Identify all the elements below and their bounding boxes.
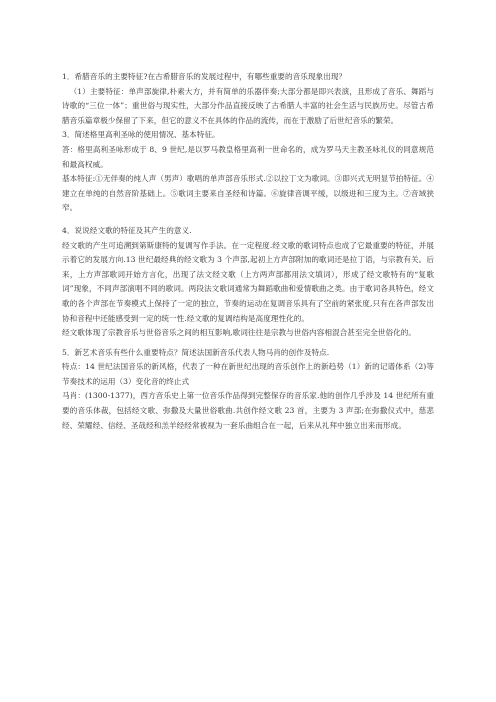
document-page [62,70,434,433]
question-1-answer: （1）主要特征：单声部旋律,朴素大方，并有简单的乐器伴奏;大部分都是即兴表演，且形成了音乐、舞蹈与诗歌的“三位一体”；重世俗与现实性，大部分作品直接反映了古希腊人丰富的社会生活与民族历史。尽管古希腊音乐篇章极少保留了下来，但它的意义不在具体的作品的流传，而在于激励了后世纪音乐的繁荣。 [62,86,434,125]
question-1-heading: 1．希腊音乐的主要特征?在古希腊音乐的发展过程中，有哪些重要的音乐现象出现？ [62,72,347,81]
question-3-features: 基本特征:①无伴奏的纯人声（男声）歌唱的单声部音乐形式.②以拉丁文为歌词。③即兴式无明显节拍特征。④建立在单纯的自然音阶基础上。⑤歌词主要来自圣经和诗篇。⑥旋律音调平缓，以级进和三度为主。⑦音域狭窄。 [62,174,434,213]
question-4-answer: 经文歌的产生可追溯到第斯康特的复调写作手法。在一定程度.经文歌的歌词特点也成了它最重要的特征，并展示着它的发展方向.13 世纪最经典的经文歌为 3 个声部,起初上方声部附加的歌词还是拉丁语，与宗教有关。后来，上方声部歌词开始方言化，出现了法文经文歌（上方两声部都用法文填词），形成了经文歌特有的“复歌词”现象，不同声部演唱不同的歌词。两段法文歌词通常为舞蹈歌曲和爱情歌曲之类。由于歌词各具特色，经文歌的各个声部在节奏模式上保持了一定的独立，节奏的运动在复调音乐具有了空前的紧张度,只有在各声部发出协和音程中还能感受到一定的统一性.经文歌的复调结构是高度理性化的。 [62,240,434,323]
question-4-heading: 4．说说经文歌的特征及其产生的意义. [62,225,192,235]
question-3-heading: 3．简述格里高利圣咏的使用情况、基本特征。 [62,130,220,140]
question-5-machaut: 马肖：(1300-1377)，西方音乐史上第一位音乐作品得到完整保存的音乐家.他的创作几乎涉及 14 世纪所有重要的音乐体裁，包括经文歌、弥撒及大量世俗歌曲.共创作经文歌 23 首，主要为 3 声部;在弥撒仪式中，慈悲经、荣耀经、信经、圣哉经和羔羊经经常被视为一套乐曲组合在一起，后来从礼拜中独立出来而形成。 [62,391,434,430]
question-3-answer: 答：格里高利圣咏形成于 8、9 世纪,是以罗马教皇格里高利一世命名的，成为罗马天主教圣咏礼仪的同意规范和最高权威。 [62,144,434,169]
question-5-features: 特点：14 世纪法国音乐的新风格，代表了一种在新世纪出现的音乐创作上的新趋势（1）新的记谱体系（2)等节奏技术的运用（3）变化音的终止式 [62,362,434,386]
question-5-heading: 5．新艺术音乐有些什么重要特点？简述法国新音乐代表人物马肖的创作及特点. [62,347,330,357]
question-4-significance: 经文歌体现了宗教音乐与世俗音乐之间的相互影响,歌词往往是宗教与世俗内容相混合甚至完全世俗化的。 [62,328,417,338]
